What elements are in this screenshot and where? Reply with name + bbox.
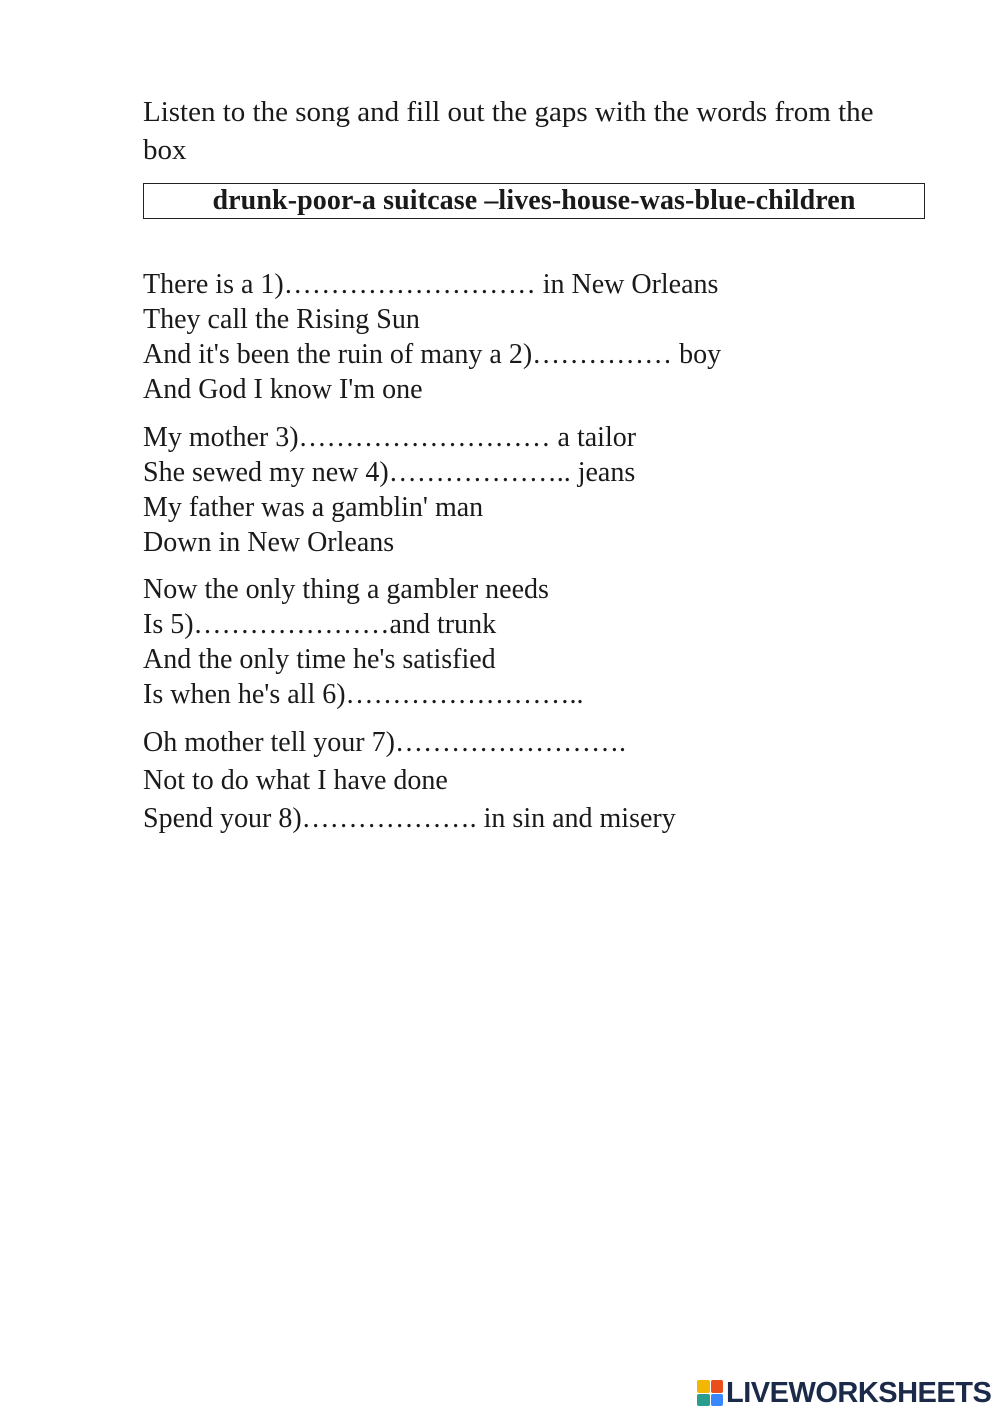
lyric-line: Down in New Orleans xyxy=(143,527,395,558)
stanza-1 xyxy=(143,267,903,407)
lyric-line: There is a 1)……………………… in New Orleans xyxy=(143,269,719,300)
lyric-line: Now the only thing a gambler needs xyxy=(143,574,549,605)
word-bank-text: drunk-poor-a suitcase –lives-house-was-blue-children xyxy=(212,185,856,216)
lyric-line: Is when he's all 6)…………………….. xyxy=(143,679,584,710)
logo-text: LIVEWORKSHEETS xyxy=(726,1376,992,1409)
logo-mark-icon xyxy=(697,1380,723,1406)
lyric-line: They call the Rising Sun xyxy=(143,304,420,335)
instruction-text: Listen to the song and fill out the gaps with the words from the box xyxy=(143,96,874,166)
stanza-2 xyxy=(143,420,903,560)
lyric-line: Is 5)…………………and trunk xyxy=(143,609,497,640)
lyric-line: She sewed my new 4)……………….. jeans xyxy=(143,457,636,488)
liveworksheets-logo xyxy=(697,1378,991,1408)
lyric-line: Spend your 8)………………. in sin and misery xyxy=(143,803,676,834)
lyric-line: And God I know I'm one xyxy=(143,374,423,405)
stanza-4 xyxy=(143,724,903,838)
lyric-line: Oh mother tell your 7)……………………. xyxy=(143,727,626,758)
lyric-line: And the only time he's satisfied xyxy=(143,644,496,675)
lyric-line: My father was a gamblin' man xyxy=(143,492,484,523)
lyric-line: And it's been the ruin of many a 2)…………… boy xyxy=(143,339,722,370)
stanza-3 xyxy=(143,572,903,712)
lyric-line: My mother 3)……………………… a tailor xyxy=(143,422,637,453)
lyric-line: Not to do what I have done xyxy=(143,765,448,796)
word-bank-box xyxy=(143,183,925,219)
